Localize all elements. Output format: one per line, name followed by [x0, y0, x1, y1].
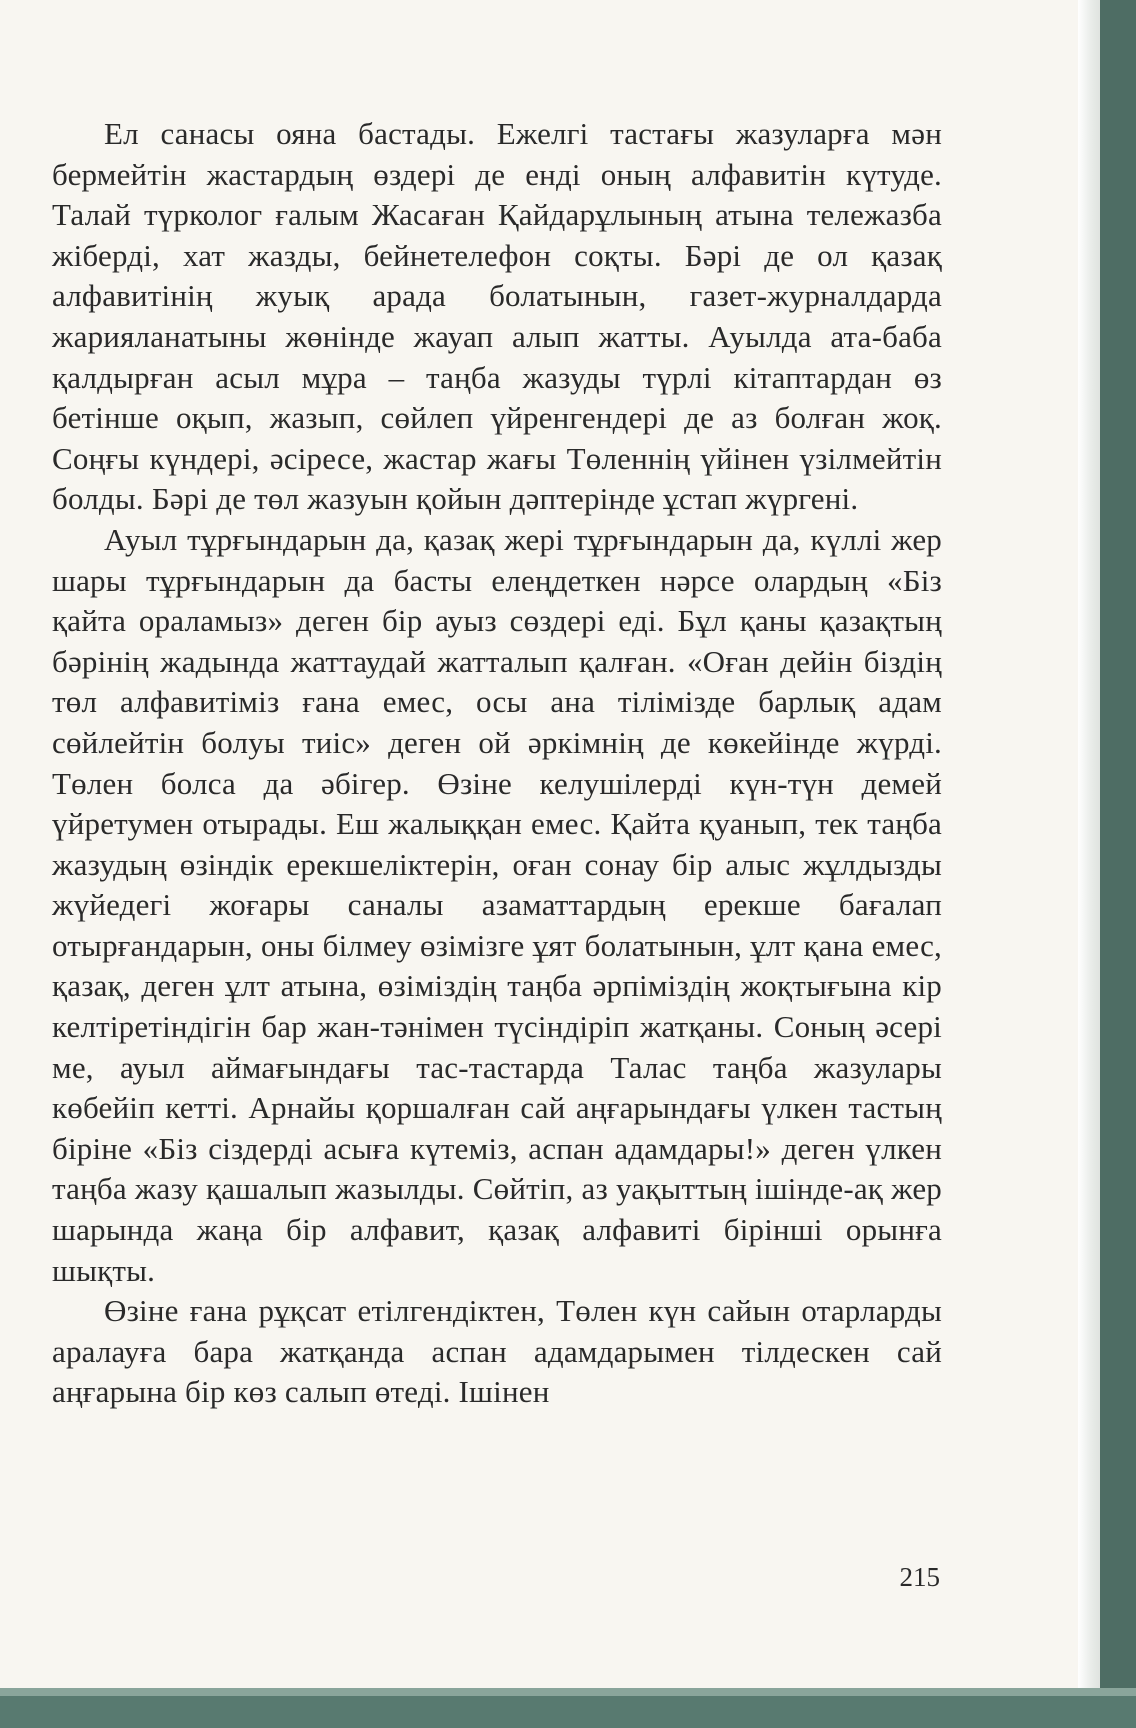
book-cover-bottom: [0, 1688, 1136, 1728]
paragraph: Өзіне ғана рұқсат етілгендіктен, Төлен күн сайын отарларды аралауға бара жатқанда аспан адамдарымен тілдескен сай аңғарына бір көз салып өтеді. Ішінен: [52, 1293, 942, 1410]
book-cover-spine: [1100, 0, 1136, 1728]
cover-edge: [1078, 0, 1100, 1700]
paragraph: Ауыл тұрғындарын да, қазақ жері тұрғындарын да, күллі жер шары тұрғындарын да басты елеңдеткен нәрсе олардың «Біз қайта ораламыз» деген бір ауыз сөздері еді. Бұл қаны қазақтың бәрінің жадында жаттаудай жатталып қалған. «Оған дейін біздің төл алфавитіміз ғана емес, осы ана тілімізде барлық адам сөйлейтін болуы тиіс» деген ой әркімнің де көкейінде жүрді. Төлен болса да әбігер. Өзіне келушілерді күн-түн демей үйретумен отырады. Еш жалыққан емес. Қайта қуанып, тек таңба жазудың өзіндік ерекшеліктерін, оған сонау бір алыс жұлдызды жүйедегі жоғары саналы азаматтардың ерекше бағалап отырғандарын, оны білмеу өзімізге ұят болатынын, ұлт қана емес, қазақ, деген ұлт атына, өзіміздің таңба әрпіміздің жоқтығына кір келтіретіндігін бар жан-тәнімен түсіндіріп жатқаны. Соның әсері ме, ауыл аймағындағы тас-тастарда Талас таңба жазулары көбейіп кетті. Арнайы қоршалған сай аңғарындағы үлкен тастың біріне «Біз сіздерді асыға күтеміз, аспан адамдары!» деген үлкен таңба жазу қашалып жазылды. Сөйтіп, аз уақыттың ішінде-ақ жер шарында жаңа бір алфавит, қазақ алфавиті бірінші орынға шықты.: [52, 521, 942, 1288]
page-number: 215: [899, 1562, 940, 1592]
paragraph: Ел санасы ояна бастады. Ежелгі тастағы жазуларға мән бермейтін жастардың өздері де енді оның алфавитін күтуде. Талай түрколог ғалым Жасаған Қайдарұлының атына тележазба жіберді, хат жазды, бейнетелефон соқты. Бәрі де ол қазақ алфавитінің жуық арада болатынын, газет-журналдарда жарияланатыны жөнінде жауап алып жатты. Ауылда ата-баба қалдырған асыл мұра – таңба жазуды түрлі кітаптардан өз бетінше оқып, жазып, сөйлеп үйренгендері де аз болған жоқ. Соңғы күндері, әсіресе, жастар жағы Төленнің үйінен үзілмейтін болды. Бәрі де төл жазуын қойын дәптерінде ұстап жүргені.: [52, 116, 942, 517]
body-text: [52, 114, 942, 1413]
